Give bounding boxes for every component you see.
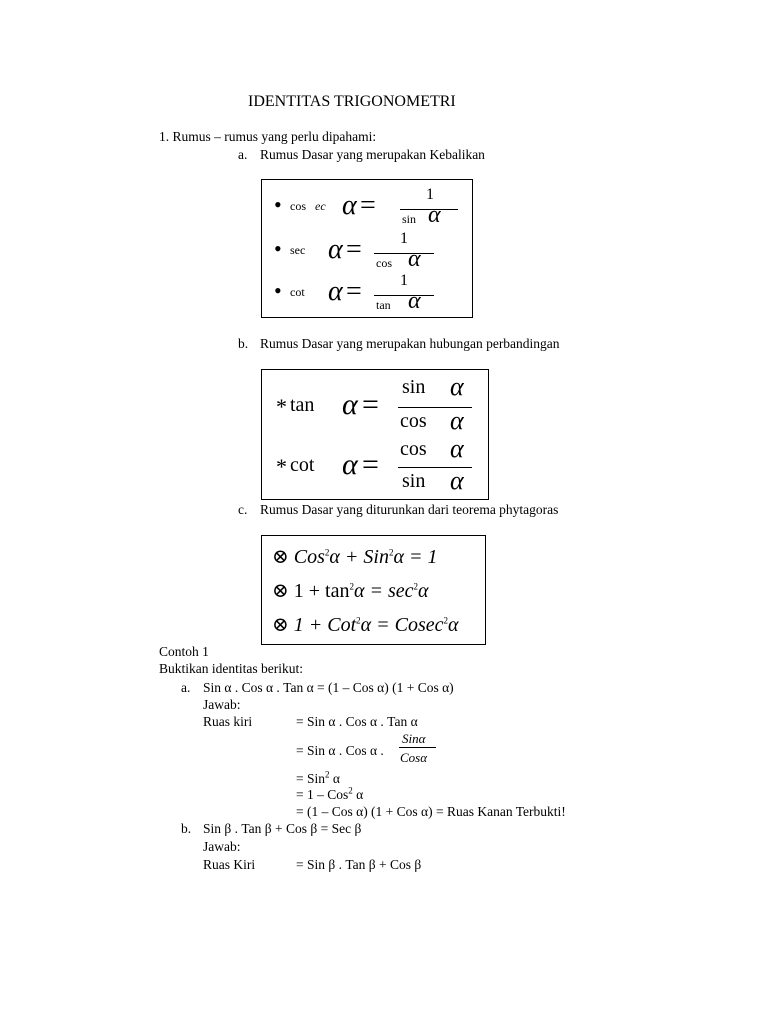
- example-heading: Contoh 1: [159, 644, 209, 659]
- item-label-c: c.: [238, 502, 248, 517]
- proof-step-1: = Sin α . Cos α . Tan α: [296, 714, 418, 729]
- jawab-label: Jawab:: [203, 697, 241, 712]
- bullet-dot: •: [274, 192, 282, 217]
- otimes-bullet: ⊗: [272, 580, 289, 602]
- cot-label: cot: [290, 285, 305, 299]
- formula-box-reciprocal: [261, 179, 473, 318]
- equals-sign: =: [360, 190, 376, 221]
- page-title: IDENTITAS TRIGONOMETRI: [248, 93, 456, 110]
- proof-step-3: = Sin$^2$ α: [296, 769, 340, 786]
- fraction-denominator: cos: [400, 410, 427, 432]
- equals-sign: =: [346, 276, 362, 307]
- step2-fraction-bar: [399, 747, 436, 748]
- alpha-symbol: α: [450, 406, 464, 435]
- asterisk-bullet: *: [276, 454, 287, 479]
- fraction-bar: [374, 295, 434, 296]
- alpha-symbol: α: [408, 288, 421, 314]
- ruas-kiri-label: Ruas kiri: [203, 714, 253, 729]
- otimes-bullet: ⊗: [272, 614, 289, 636]
- fraction-numerator: sin: [402, 376, 426, 398]
- alpha-symbol: α: [342, 388, 358, 421]
- step2-fraction-numerator: Sinα: [402, 731, 426, 746]
- item-text-a: Rumus Dasar yang merupakan Kebalikan: [260, 147, 485, 162]
- example-statement-a: Sin α . Cos α . Tan α = (1 – Cos α) (1 + Cos α): [203, 680, 454, 695]
- bullet-dot: •: [274, 236, 282, 261]
- example-statement-b: Sin β . Tan β + Cos β = Sec β: [203, 821, 362, 836]
- example-label-b: b.: [181, 821, 192, 836]
- formula-box-ratio: [261, 369, 489, 500]
- proof-step-5: = (1 – Cos α) (1 + Cos α) = Ruas Kanan Terbukti!: [296, 804, 566, 819]
- item-label-b: b.: [238, 336, 249, 351]
- proof-step-4: = 1 – Cos$^2$ α: [296, 785, 364, 802]
- fraction-bar: [374, 253, 434, 254]
- otimes-bullet: ⊗: [272, 546, 289, 568]
- equals-sign: =: [362, 448, 379, 481]
- cot-label: cot: [290, 454, 315, 476]
- tan-label: tan: [290, 394, 315, 416]
- formula-row-3: ⊗ 1 + Cot$^2$α = Cosec$^2$α: [272, 614, 459, 636]
- alpha-symbol: α: [450, 434, 464, 463]
- fraction-denominator: sin: [402, 212, 417, 226]
- example-intro: Buktikan identitas berikut:: [159, 661, 303, 676]
- fraction-denominator: tan: [376, 298, 391, 312]
- fraction-denominator: cos: [376, 256, 392, 270]
- alpha-symbol: α: [342, 448, 358, 481]
- alpha-symbol: α: [328, 276, 343, 307]
- alpha-symbol: α: [428, 202, 441, 228]
- fraction-numerator: 1: [426, 186, 434, 203]
- proof-step-2: = Sin α . Cos α .: [296, 743, 384, 758]
- formula-box-pythagorean: [261, 535, 486, 645]
- alpha-symbol: α: [328, 234, 343, 265]
- item-text-b: Rumus Dasar yang merupakan hubungan perbandingan: [260, 336, 560, 351]
- formula-row-2: ⊗ $1 + \tan^2\alpha = \sec^2\alpha$: [272, 580, 429, 602]
- ruas-kiri-label-b: Ruas Kiri: [203, 857, 256, 872]
- fraction-numerator: 1: [400, 272, 408, 289]
- bullet-dot: •: [274, 278, 282, 303]
- equals-sign: =: [346, 234, 362, 265]
- alpha-symbol: α: [450, 466, 464, 495]
- step2-fraction-denominator: Cosα: [400, 750, 428, 765]
- alpha-symbol: α: [450, 372, 464, 401]
- jawab-label-b: Jawab:: [203, 839, 241, 854]
- csc-label: cos ec: [290, 199, 326, 213]
- alpha-symbol: α: [408, 246, 421, 272]
- example-label-a: a.: [181, 680, 191, 695]
- sec-label: sec: [290, 243, 306, 257]
- item-text-c: Rumus Dasar yang diturunkan dari teorema phytagoras: [260, 502, 559, 517]
- section-heading: 1. Rumus – rumus yang perlu dipahami:: [159, 129, 377, 144]
- equals-sign: =: [362, 388, 379, 421]
- asterisk-bullet: *: [276, 394, 287, 419]
- fraction-denominator: sin: [402, 470, 426, 492]
- proof-b-step-1: = Sin β . Tan β + Cos β: [296, 857, 422, 872]
- item-label-a: a.: [238, 147, 248, 162]
- fraction-numerator: 1: [400, 230, 408, 247]
- formula-row-1: ⊗ Cos$^2$α + Sin$^2$α = 1: [272, 546, 438, 568]
- fraction-numerator: cos: [400, 438, 427, 460]
- alpha-symbol: α: [342, 190, 357, 221]
